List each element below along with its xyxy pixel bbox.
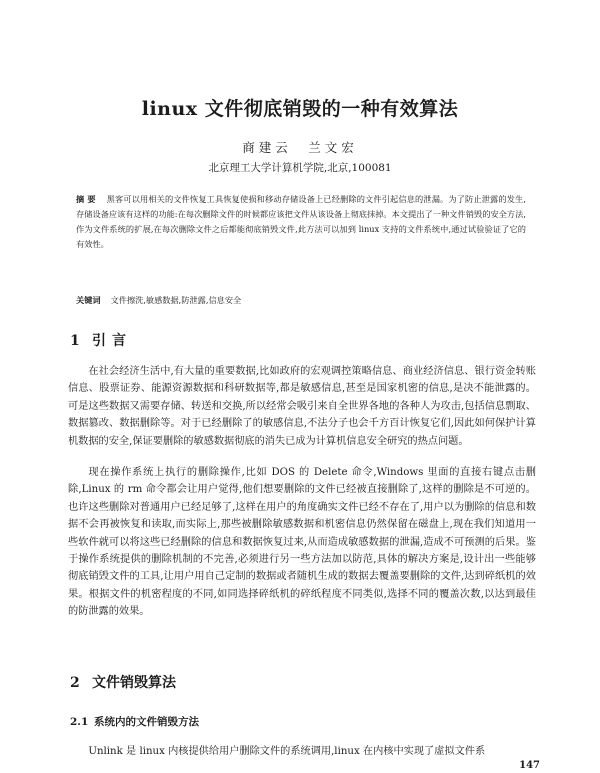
keywords xyxy=(76,295,526,306)
section-title: 文件销毁算法 xyxy=(92,675,176,691)
page-number: 147 xyxy=(519,760,540,771)
paragraph: Unlink 是 linux 内核提供给用户删除文件的系统调用,linux 在内核中实现了虚拟文件系 xyxy=(88,746,486,757)
section-heading-1 xyxy=(70,330,132,350)
authors: 商建云 兰文宏 xyxy=(242,140,358,155)
affiliation: 北京理工大学计算机学院,北京,100081 xyxy=(208,162,392,174)
keywords-label: 关键词 xyxy=(76,295,101,305)
abstract xyxy=(76,192,526,252)
abstract-label: 摘要 xyxy=(76,194,99,204)
subsection-heading xyxy=(70,714,199,729)
paragraph: 现在操作系统上执行的删除操作,比如 DOS 的 Delete 命令,Windows 里面的直接右键点击删除,Linux 的 rm 命令都会让用户觉得,他们想要删除的文件已经被直接删除了,这样的删除是不可逆的。也许这些删除对普通用户已经足够了,这样在用户的角度确实文件已经不存在了,用户以为删除的信息和数据不会再被恢复和读取,而实际上,那些被删除敏感数据和机密信息仍然保留在磁盘上,现在我们知道用一些软件就可以将这些已经删除的信息和数据恢复过来,从而造成敏感数据的泄漏,造成不可预测的后果。鉴于操作系统提供的删除机制的不完善,必须进行另一些方法加以防范,具体的解决方案是,设计出一些能够彻底销毁文件的工具,让用户用自己定制的数据或者随机生成的数据去覆盖要删除的文件,达到碎纸机的效果。根据文件的机密程度的不同,如同选择碎纸机的碎纸程度不同类似,选择不同的覆盖次数,以达到最佳的防泄露的效果。 xyxy=(68,467,536,618)
section-heading-2 xyxy=(70,672,176,692)
subsection-number: 2.1 xyxy=(70,716,89,728)
section-number: 1 xyxy=(70,333,86,349)
abstract-text: 黑客可以用相关的文件恢复工具恢复使损和移动存储设备上已经删除的文件引起信息的泄漏。为了防止泄露的发生,存储设备应该有这样的功能:在每次删除文件的时候都应该把文件从该设备上彻底抹掉。本文提出了一种文件销毁的安全方法,作为文件系统的扩展,在每次删除文件之后都能彻底销毁文件,此方法可以加到 linux 支持的文件系统中,通过试验验证了它的有效性。 xyxy=(76,194,526,249)
paper-title: linux 文件彻底销毁的一种有效算法 xyxy=(141,98,459,120)
section-number: 2 xyxy=(70,675,80,691)
section-title: 引言 xyxy=(92,333,132,349)
paragraph: 在社会经济生活中,有大量的重要数据,比如政府的宏观调控策略信息、商业经济信息、银行资金转账信息、股票证券、能源资源数据和科研数据等,都是敏感信息,甚至是国家机密的信息,是决不能泄露的。可是这些数据又需要存储、转送和交换,所以经常会吸引来自全世界各地的各种人为攻击,包括信息剽取、数据篡改、数据删除等。对于已经删除了的敏感信息,不法分子也会千方百计恢复它们,因此如何保护计算机数据的安全,保证要删除的敏感数据彻底的消失已成为计算机信息安全研究的热点问题。 xyxy=(68,366,536,447)
keywords-text: 文件擦洗,敏感数据,防泄露,信息安全 xyxy=(110,295,242,305)
subsection-title: 系统内的文件销毁方法 xyxy=(94,716,199,728)
